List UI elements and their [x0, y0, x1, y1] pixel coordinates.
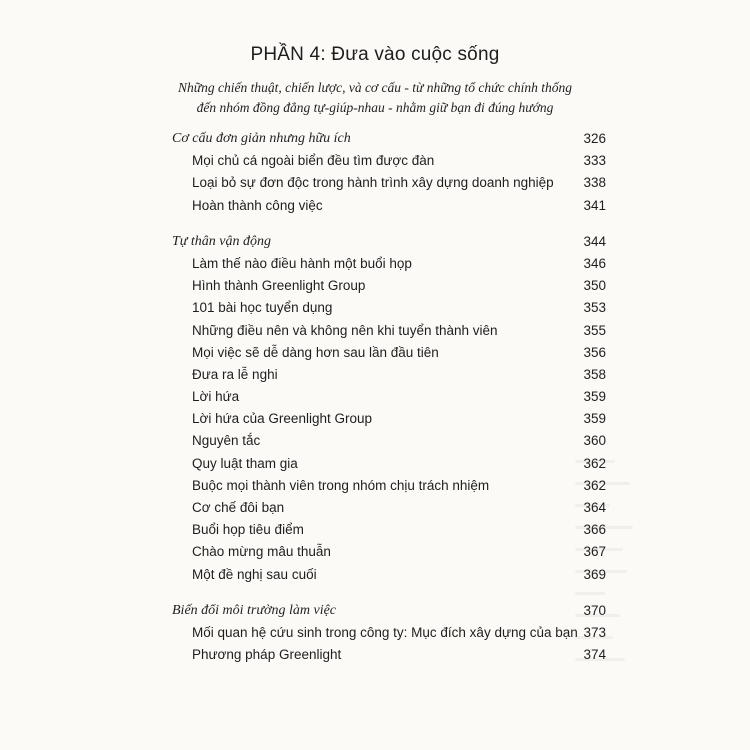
- toc-entry[interactable]: [172, 497, 606, 519]
- toc-entry[interactable]: [172, 430, 606, 452]
- toc-entry[interactable]: [172, 519, 606, 541]
- page-bleed-through: [575, 460, 635, 700]
- toc-entry-title: Một đề nghị sau cuối: [192, 566, 317, 582]
- toc-page-number: 362: [583, 455, 606, 471]
- toc-entry[interactable]: [172, 453, 606, 475]
- toc-entry-title: Lời hứa: [192, 389, 240, 405]
- toc-section[interactable]: [172, 128, 606, 150]
- toc-page-number: 359: [583, 389, 606, 405]
- toc-page-number: 344: [583, 233, 606, 249]
- toc-page-number: 359: [583, 411, 606, 427]
- toc-entry[interactable]: [172, 364, 606, 386]
- toc-entry[interactable]: [172, 408, 606, 430]
- toc-section-title: Tự thân vận động: [172, 233, 272, 249]
- toc-page-number: 360: [583, 433, 606, 449]
- toc-entry-title: Đưa ra lễ nghi: [192, 366, 278, 382]
- toc-page-number: 326: [583, 131, 606, 146]
- toc-entry-title: Hình thành Greenlight Group: [192, 278, 366, 294]
- toc-page-number: 364: [583, 500, 606, 515]
- table-of-contents: [172, 128, 606, 666]
- toc-page-number: 353: [583, 300, 606, 316]
- toc-page-number: 362: [583, 477, 606, 493]
- toc-entry[interactable]: [172, 275, 606, 297]
- toc-entry-title: Hoàn thành công việc: [192, 197, 323, 213]
- toc-entry-title: Những điều nên và không nên khi tuyển thành viên: [192, 322, 498, 338]
- toc-entry-title: Loại bỏ sự đơn độc trong hành trình xây dựng doanh nghiệp: [192, 175, 554, 191]
- toc-section[interactable]: [172, 231, 606, 253]
- toc-entry[interactable]: [172, 297, 606, 319]
- toc-page-number: 373: [583, 624, 606, 640]
- toc-page-number: 370: [583, 602, 606, 618]
- toc-entry-title: Buộc mọi thành viên trong nhóm chịu trách nhiệm: [192, 477, 490, 493]
- toc-page-number: 333: [583, 153, 606, 169]
- toc-page-number: 338: [583, 175, 606, 191]
- toc-entry[interactable]: [172, 644, 606, 666]
- toc-entry-title: 101 bài học tuyển dụng: [192, 300, 333, 316]
- toc-entry-title: Làm thế nào điều hành một buổi họp: [192, 255, 412, 271]
- part-subtitle-line-2: đến nhóm đồng đẳng tự-giúp-nhau - nhằm giữ bạn đi đúng hướng: [196, 100, 554, 115]
- toc-page-number: 350: [583, 278, 606, 294]
- toc-entry[interactable]: [172, 475, 606, 497]
- toc-page-number: 346: [583, 255, 606, 271]
- toc-entry[interactable]: [172, 320, 606, 342]
- toc-page-number: 366: [583, 522, 606, 538]
- toc-entry[interactable]: [172, 386, 606, 408]
- toc-page-number: 358: [583, 366, 606, 382]
- toc-entry[interactable]: [172, 253, 606, 275]
- toc-entry-title: Lời hứa của Greenlight Group: [192, 411, 372, 427]
- toc-entry-title: Phương pháp Greenlight: [192, 647, 342, 663]
- toc-entry[interactable]: [172, 150, 606, 172]
- toc-page-number: 341: [583, 197, 606, 213]
- toc-entry[interactable]: [172, 172, 606, 194]
- toc-entry-title: Quy luật tham gia: [192, 455, 298, 471]
- toc-page-number: 369: [583, 566, 606, 582]
- toc-entry[interactable]: [172, 622, 606, 644]
- toc-entry-title: Mọi chủ cá ngoài biển đều tìm được đàn: [192, 153, 435, 169]
- toc-page-number: 367: [583, 544, 606, 560]
- toc-section[interactable]: [172, 600, 606, 622]
- toc-entry-title: Chào mừng mâu thuẫn: [192, 544, 331, 560]
- toc-entry[interactable]: [172, 541, 606, 563]
- toc-page-number: 355: [583, 322, 606, 338]
- toc-entry-title: Cơ chế đôi bạn: [192, 500, 285, 515]
- toc-section-title: Biến đổi môi trường làm việc: [172, 602, 337, 618]
- part-title: PHẦN 4: Đưa vào cuộc sống: [250, 44, 500, 65]
- toc-page-number: 356: [583, 344, 606, 360]
- part-subtitle-line-1: Những chiến thuật, chiến lược, và cơ cấu - từ những tổ chức chính thống: [178, 80, 572, 95]
- toc-page-number: 374: [583, 647, 606, 663]
- section-gap: [172, 586, 606, 600]
- toc-section-title: Cơ cấu đơn giản nhưng hữu ích: [172, 131, 351, 146]
- toc-entry[interactable]: [172, 195, 606, 217]
- section-gap: [172, 217, 606, 231]
- toc-entry[interactable]: [172, 564, 606, 586]
- toc-entry-title: Mọi việc sẽ dễ dàng hơn sau lần đầu tiên: [192, 344, 439, 360]
- toc-entry-title: Buổi họp tiêu điểm: [192, 522, 304, 538]
- toc-entry-title: Nguyên tắc: [192, 433, 261, 449]
- toc-entry[interactable]: [172, 342, 606, 364]
- toc-entry-title: Mối quan hệ cứu sinh trong công ty: Mục đích xây dựng của bạn: [192, 624, 578, 640]
